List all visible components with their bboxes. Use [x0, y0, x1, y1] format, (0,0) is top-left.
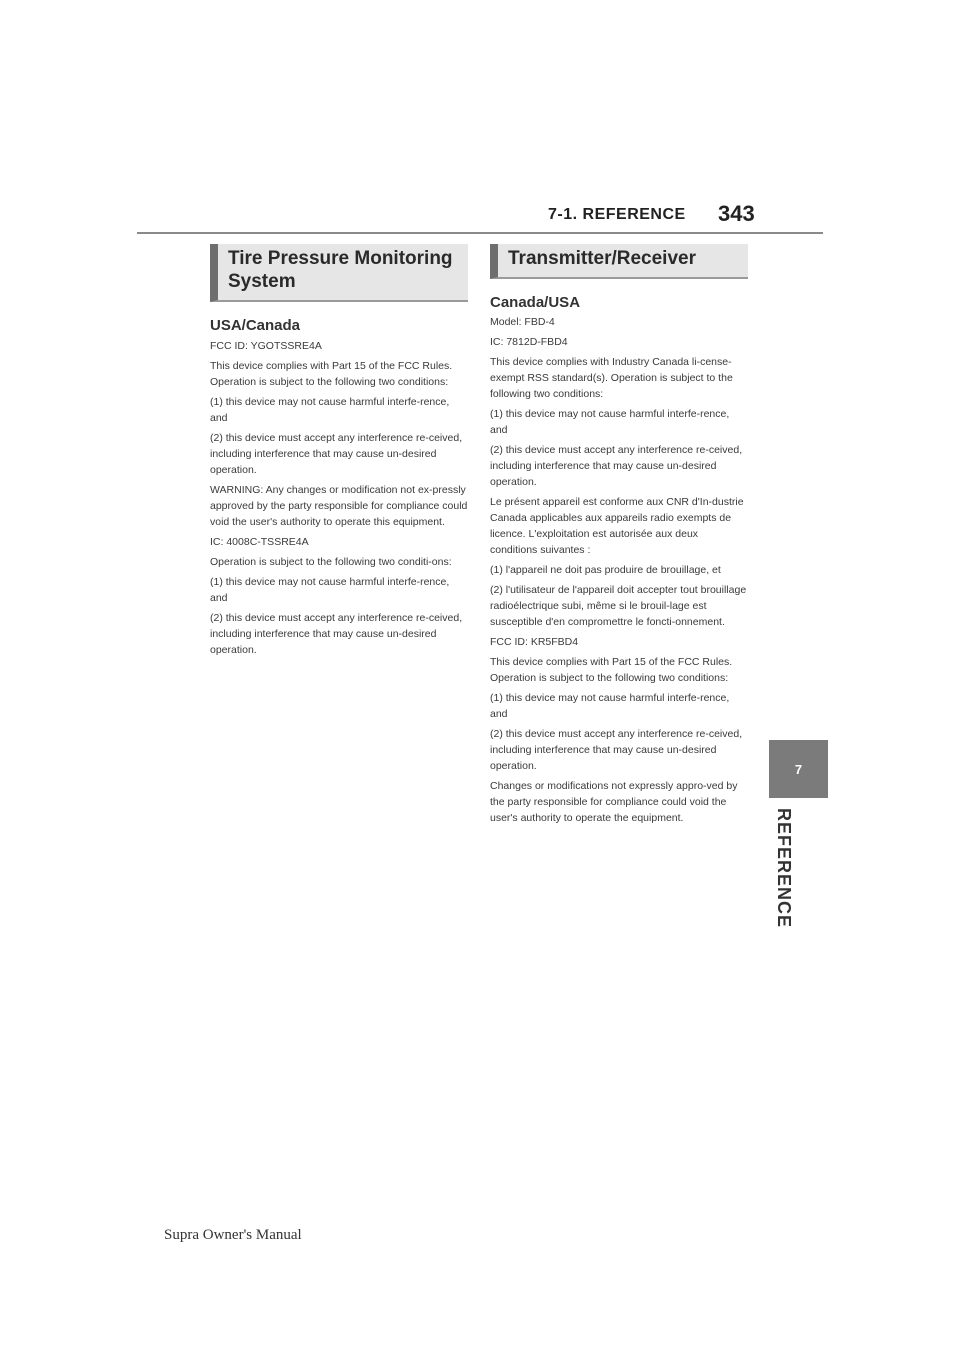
paragraph: FCC ID: YGOTSSRE4A — [210, 340, 322, 352]
paragraph: (2) this device must accept any interference re-ceived, including interference that may cause un-desired operation. — [210, 612, 463, 656]
paragraph: (1) this device may not cause harmful interfe-rence, and — [210, 396, 450, 424]
subheading-canada-usa: Canada/USA — [490, 294, 581, 311]
paragraph: (1) this device may not cause harmful interfe-rence, and — [210, 576, 450, 604]
paragraph: (2) l'utilisateur de l'appareil doit accepter tout brouillage radioélectrique subi, même si le brouil-lage est susceptible d'en compromettre le foncti-onnement. — [490, 584, 747, 628]
section-heading-transmitter-receiver: Transmitter/Receiver — [490, 244, 748, 279]
paragraph: This device complies with Industry Canada li-cense-exempt RSS standard(s). Operation is subject to the following two conditions: — [490, 356, 733, 400]
chapter-number: 7 — [794, 761, 803, 777]
paragraph: Operation is subject to the following two conditi-ons: — [210, 556, 452, 568]
subheading-usa-canada: USA/Canada — [210, 317, 301, 334]
right-column — [490, 244, 748, 830]
paragraph: This device complies with Part 15 of the FCC Rules. Operation is subject to the following two conditions: — [490, 656, 733, 684]
left-column — [210, 244, 468, 662]
paragraph: (2) this device must accept any interference re-ceived, including interference that may cause un-desired operation. — [490, 444, 743, 488]
paragraph: Model: FBD-4 — [490, 316, 555, 328]
paragraph: IC: 7812D-FBD4 — [490, 336, 568, 348]
footer-manual-title: Supra Owner's Manual — [164, 1227, 302, 1243]
section-heading-tpms: Tire Pressure Monitoring System — [210, 244, 468, 302]
paragraph: IC: 4008C-TSSRE4A — [210, 536, 309, 548]
paragraph: WARNING: Any changes or modification not ex-pressly approved by the party responsible for compliance could void the user's authority to operate this equipment. — [210, 484, 468, 528]
paragraph: This device complies with Part 15 of the FCC Rules. Operation is subject to the following two conditions: — [210, 360, 453, 388]
running-header-title: 7-1. REFERENCE — [548, 206, 686, 223]
paragraph: Changes or modifications not expressly appro-ved by the party responsible for compliance could void the user's authority to operate the equipment. — [490, 780, 738, 824]
paragraph: (1) l'appareil ne doit pas produire de brouillage, et — [490, 564, 721, 576]
paragraph: (1) this device may not cause harmful interfe-rence, and — [490, 692, 730, 720]
header-divider — [137, 232, 823, 234]
paragraph: FCC ID: KR5FBD4 — [490, 636, 579, 648]
chapter-tab — [769, 740, 828, 798]
chapter-side-label: REFERENCE — [774, 808, 794, 929]
paragraph: (2) this device must accept any interference re-ceived, including interference that may cause un-desired operation. — [490, 728, 743, 772]
paragraph: Le présent appareil est conforme aux CNR d'In-dustrie Canada applicables aux appareils radio exempts de licence. L'exploitation est autorisée aux deux conditions suivantes : — [490, 496, 744, 556]
page-number: 343 — [718, 201, 755, 226]
paragraph: (2) this device must accept any interference re-ceived, including interference that may cause un-desired operation. — [210, 432, 463, 476]
paragraph: (1) this device may not cause harmful interfe-rence, and — [490, 408, 730, 436]
